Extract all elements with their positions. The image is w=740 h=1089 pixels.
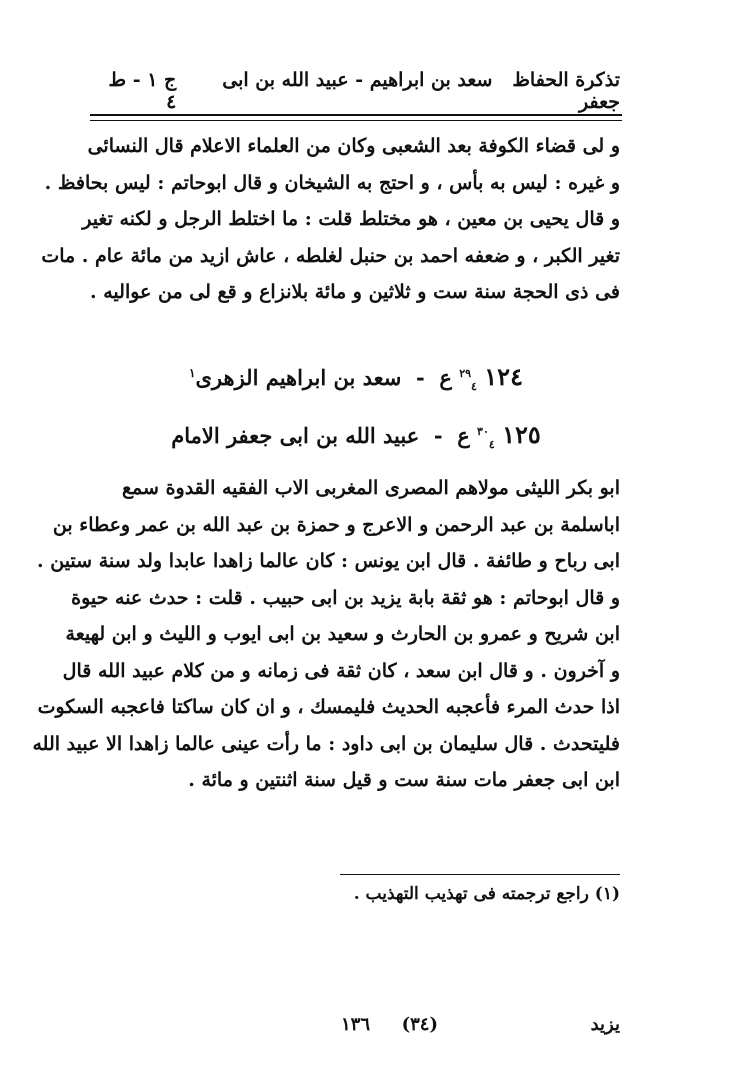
entry-fraction	[452, 365, 477, 394]
footnote-rule	[340, 874, 620, 875]
entry-code: ع	[439, 365, 452, 390]
footnote-text: راجع ترجمته فى تهذيب التهذيب .	[353, 884, 589, 904]
footnote-ref: ١	[189, 366, 196, 380]
text-line: و قال يحيى بن معين ، هو مختلط قلت : ما اختلط الرجل و لكنه تغير	[82, 208, 620, 230]
text-line: و آخرون . و قال ابن سعد ، كان ثقة فى زمانه و من كلام عبيد الله قال	[62, 659, 620, 682]
header-subject: سعد بن ابراهيم - عبيد الله بن ابى جعفر	[222, 69, 620, 113]
entry-fraction	[470, 423, 495, 452]
header-volume-tabaqa: ج ١ - ط ٤	[108, 69, 177, 113]
text-line: ابو بكر الليثى مولاهم المصرى المغربى الاب الفقيه القدوة سمع	[121, 477, 620, 499]
header-rule-thick	[90, 114, 622, 116]
text-line: و لى قضاء الكوفة بعد الشعبى وكان من العلماء الاعلام قال النسائى	[87, 135, 620, 157]
text-line: و قال ابوحاتم : هو ثقة بابة يزيد بن ابى حبيب . قلت : حدث عنه حيوة	[71, 586, 620, 609]
text-line: تغير الكبر ، و ضعفه احمد بن حنبل لغلطه ، عاش ازيد من مائة عام . مات	[41, 244, 620, 267]
footnote	[92, 884, 620, 904]
paragraph-sad-ibn-ibrahim	[41, 128, 620, 311]
header-title: تذكرة الحفاظ	[512, 69, 620, 91]
fraction-top: ٢٩	[459, 367, 472, 380]
text-line: فليتحدث . قال سليمان بن ابى داود : ما رأت عينى عالما زاهدا الا عبيد الله	[32, 732, 620, 755]
text-line: و غيره : ليس به بأس ، و احتج به الشيخان و قال ابوحاتم : ليس بحافظ .	[44, 171, 620, 194]
header-rule-thin	[90, 120, 622, 121]
entry-name: عبيد الله بن ابى جعفر الامام	[171, 423, 420, 448]
entry-heading-125: ١٢٥ $^{٣٠}_٤$ ع - عبيد الله بن ابى جعفر الامام	[171, 420, 541, 452]
header-running-title	[176, 69, 620, 113]
footnote-marker: (١)	[594, 884, 620, 904]
paragraph-ubaydallah	[32, 470, 620, 799]
text-line: اذا حدث المرء فأعجبه الحديث فليمسك ، و ان كان ساكتا فاعجبه السكوت	[37, 696, 620, 718]
fraction-top: ٣٠	[477, 425, 489, 438]
fraction-bottom: ٤	[471, 380, 477, 394]
entry-number: ١٢٤	[484, 362, 523, 391]
text-line: فى ذى الحجة سنة ست و ثلاثين و مائة بلانزاع و قع لى من عواليه .	[90, 281, 620, 303]
page-footer	[100, 1014, 620, 1044]
entry-number: ١٢٥	[502, 420, 541, 449]
text-line: ابن ابى جعفر مات سنة ست و قيل سنة اثنتين و مائة .	[188, 769, 620, 791]
text-line: ابن شريح و عمرو بن الحارث و سعيد بن ابى ايوب و الليث و ابن لهيعة	[65, 623, 620, 645]
fraction-bottom: ٤	[488, 438, 495, 452]
catchword: يزيد	[590, 1014, 620, 1035]
entry-heading-124: ١٢٤ $^{٢٩}_٤$ ع - سعد بن ابراهيم الزهرى$^١$	[189, 362, 523, 394]
text-line: ابى رباح و طائفة . قال ابن يونس : كان عالما زاهدا عابدا ولد سنة ستين .	[37, 550, 620, 572]
folio-number: (٣٤)	[401, 1014, 438, 1035]
running-header	[92, 69, 620, 113]
text-line: اباسلمة بن عبد الرحمن و الاعرج و حمزة بن عبد الله بن عمر وعطاء بن	[52, 513, 620, 536]
entry-code: ع	[457, 423, 470, 448]
page-number: ١٣٦	[340, 1014, 370, 1035]
entry-name: سعد بن ابراهيم الزهرى	[195, 365, 402, 390]
